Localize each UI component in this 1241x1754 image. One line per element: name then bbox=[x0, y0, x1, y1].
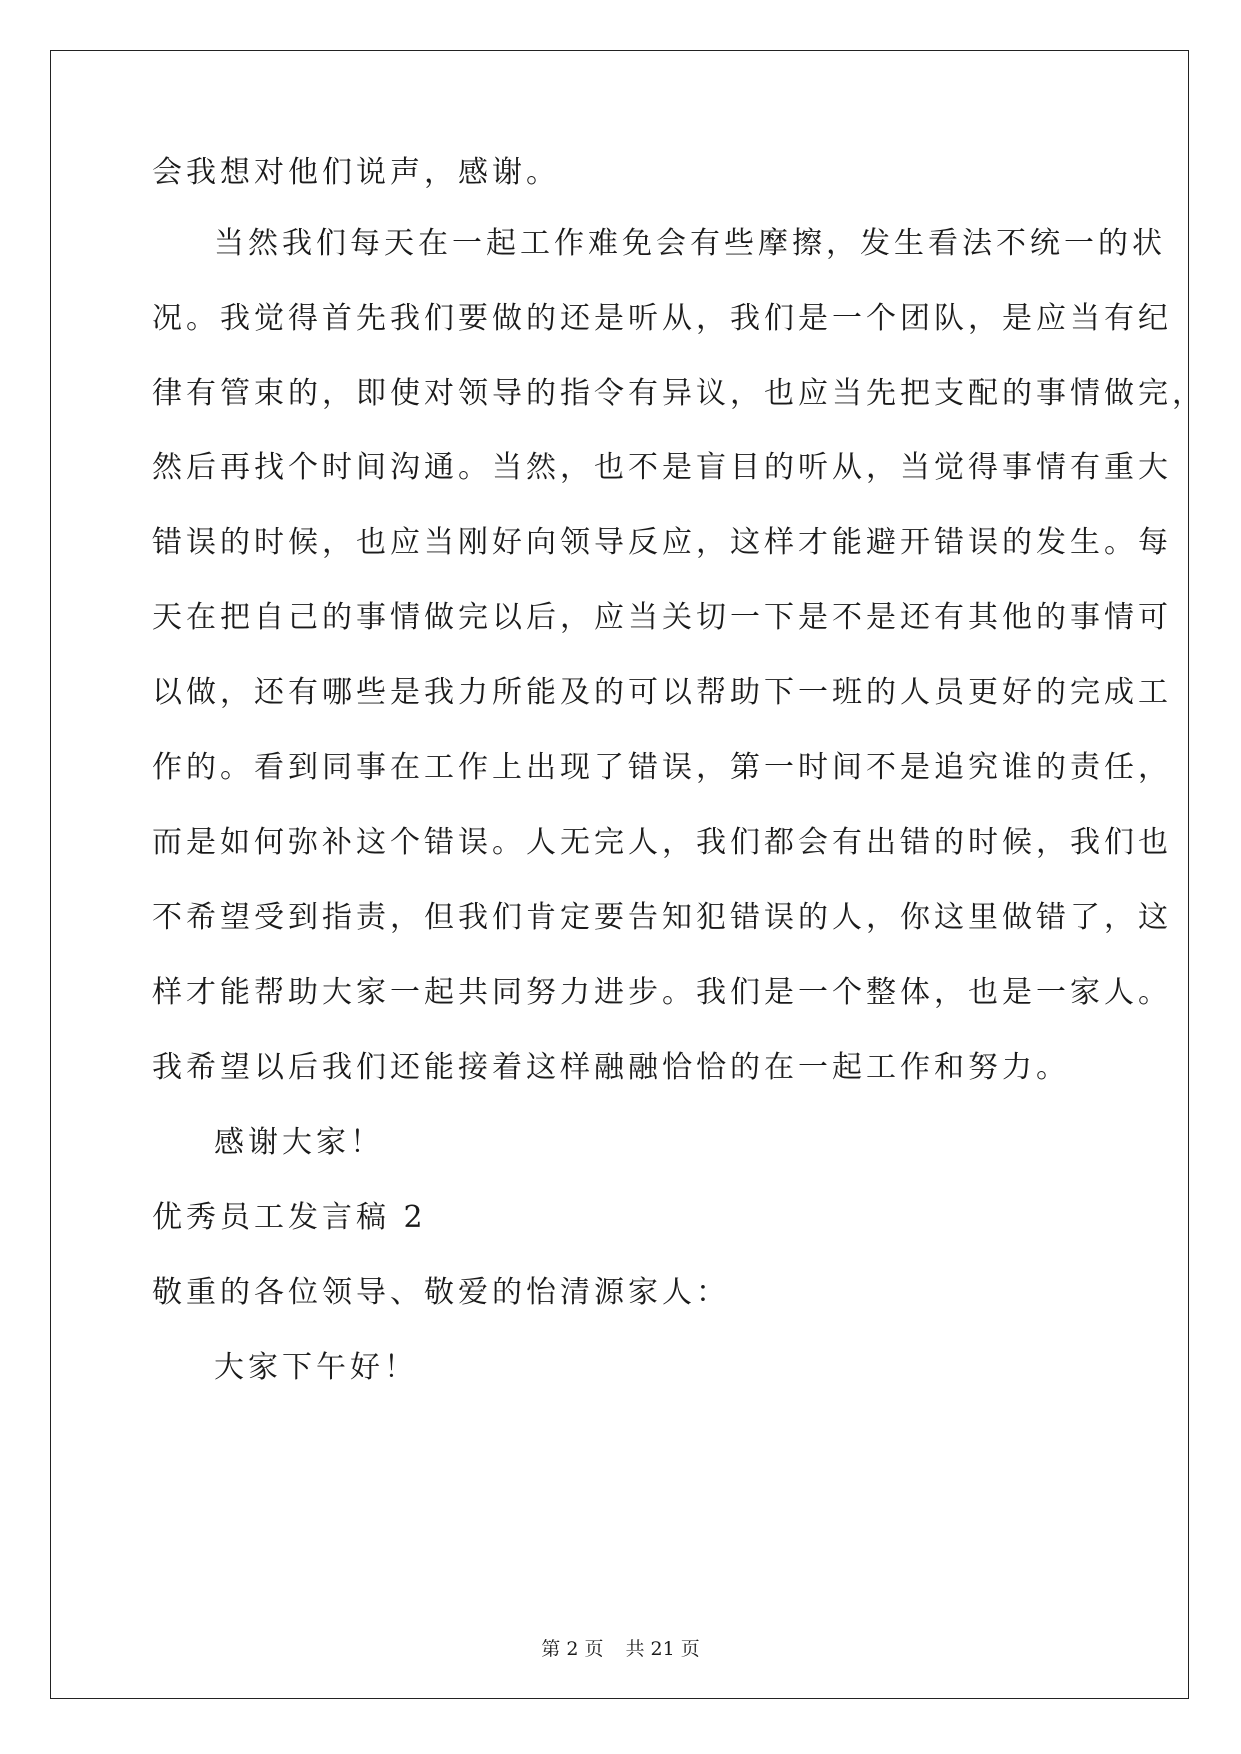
paragraph-line: 而是如何弥补这个错误。人无完人，我们都会有出错的时候，我们也 bbox=[152, 825, 1172, 860]
paragraph-line: 不希望受到指责，但我们肯定要告知犯错误的人，你这里做错了，这 bbox=[152, 900, 1172, 935]
paragraph-line: 律有管束的，即使对领导的指令有异议，也应当先把支配的事情做完， bbox=[152, 376, 1206, 411]
paragraph-line: 会我想对他们说声，感谢。 bbox=[152, 155, 560, 190]
paragraph-line: 我希望以后我们还能接着这样融融恰恰的在一起工作和努力。 bbox=[152, 1050, 1070, 1085]
closing-thanks: 感谢大家！ bbox=[214, 1125, 384, 1160]
paragraph-line: 样才能帮助大家一起共同努力进步。我们是一个整体，也是一家人。 bbox=[152, 975, 1172, 1010]
paragraph-line: 然后再找个时间沟通。当然，也不是盲目的听从，当觉得事情有重大 bbox=[152, 450, 1172, 485]
paragraph-line: 以做，还有哪些是我力所能及的可以帮助下一班的人员更好的完成工 bbox=[152, 675, 1172, 710]
page-footer bbox=[0, 1637, 1241, 1661]
page-total: 共 21 页 bbox=[625, 1638, 700, 1660]
paragraph-line: 况。我觉得首先我们要做的还是听从，我们是一个团队，是应当有纪 bbox=[152, 301, 1172, 336]
salutation: 敬重的各位领导、敬爱的怡清源家人： bbox=[152, 1275, 730, 1310]
greeting: 大家下午好！ bbox=[214, 1350, 418, 1385]
paragraph-line: 当然我们每天在一起工作难免会有些摩擦，发生看法不统一的状 bbox=[214, 226, 1166, 261]
page-number: 第 2 页 bbox=[541, 1638, 604, 1660]
page-frame bbox=[50, 50, 1189, 1699]
paragraph-line: 作的。看到同事在工作上出现了错误，第一时间不是追究谁的责任， bbox=[152, 750, 1172, 785]
paragraph-line: 天在把自己的事情做完以后，应当关切一下是不是还有其他的事情可 bbox=[152, 600, 1172, 635]
section-heading: 优秀员工发言稿 2 bbox=[152, 1200, 427, 1235]
paragraph-line: 错误的时候，也应当刚好向领导反应，这样才能避开错误的发生。每 bbox=[152, 525, 1172, 560]
